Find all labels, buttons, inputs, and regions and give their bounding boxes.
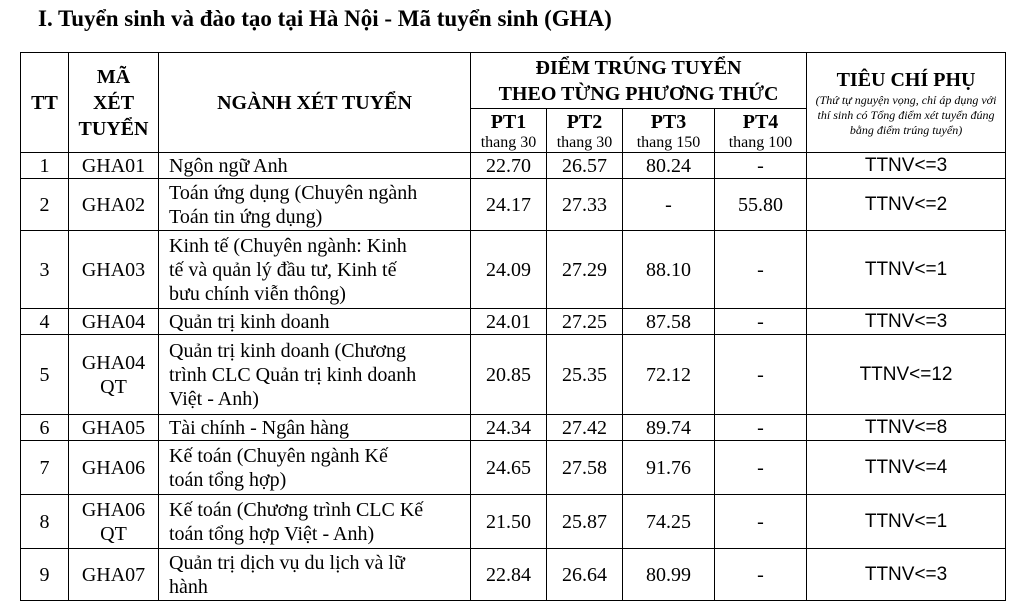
- cell-tt: 4: [21, 309, 69, 335]
- cell-criteria: TTNV<=4: [807, 441, 1006, 495]
- method-scale: thang 30: [480, 133, 537, 151]
- table-row: [21, 231, 1006, 309]
- cell-major: [159, 153, 471, 179]
- table-row: [21, 179, 1006, 231]
- header-tieu-chi-note: (Thứ tự nguyện vọng, chỉ áp dụng với thí sinh có Tổng điểm xét tuyển đúng bằng điểm trúng tuyển): [815, 93, 997, 137]
- cell-code: [69, 415, 159, 441]
- cell-pt2: 25.35: [547, 335, 623, 415]
- header-tieu-chi-title: TIÊU CHÍ PHỤ: [836, 69, 976, 91]
- cell-pt3: 72.12: [623, 335, 715, 415]
- cell-pt4: -: [715, 495, 807, 549]
- cell-pt4: -: [715, 153, 807, 179]
- table-row: [21, 153, 1006, 179]
- code-line: GHA07: [81, 563, 146, 586]
- admission-table: [20, 52, 1006, 601]
- cell-criteria: TTNV<=3: [807, 309, 1006, 335]
- cell-pt3: 87.58: [623, 309, 715, 335]
- header-ma-xet-tuyen: [69, 53, 159, 153]
- cell-criteria: TTNV<=1: [807, 495, 1006, 549]
- major-line: Kế toán (Chương trình CLC Kế: [169, 498, 424, 521]
- code-line: GHA02: [81, 193, 146, 216]
- cell-pt3: -: [623, 179, 715, 231]
- major-line: Việt - Anh): [169, 387, 259, 410]
- cell-pt3: 80.24: [623, 153, 715, 179]
- cell-pt2: 26.57: [547, 153, 623, 179]
- cell-pt4: -: [715, 335, 807, 415]
- header-tieu-chi: [807, 53, 1006, 153]
- major-line: Quản trị kinh doanh (Chương: [169, 339, 406, 362]
- cell-criteria: TTNV<=3: [807, 153, 1006, 179]
- method-scale: thang 100: [728, 133, 793, 151]
- method-name: PT4: [742, 110, 779, 133]
- cell-pt3: 91.76: [623, 441, 715, 495]
- cell-pt4: -: [715, 309, 807, 335]
- cell-pt2: 26.64: [547, 549, 623, 601]
- cell-pt4: -: [715, 231, 807, 309]
- header-diem: [471, 53, 807, 109]
- cell-pt2: 25.87: [547, 495, 623, 549]
- cell-pt2: 27.33: [547, 179, 623, 231]
- cell-pt4: -: [715, 441, 807, 495]
- table-row: [21, 441, 1006, 495]
- method-scale: thang 150: [636, 133, 701, 151]
- code-line: GHA06: [81, 498, 146, 521]
- major-line: Quản trị kinh doanh: [169, 310, 330, 333]
- header-diem-line2: THEO TỪNG PHƯƠNG THỨC: [498, 82, 779, 105]
- major-line: toán tổng hợp): [169, 468, 287, 491]
- major-line: Ngôn ngữ Anh: [169, 154, 288, 177]
- header-diem-line1: ĐIỂM TRÚNG TUYỂN: [535, 56, 742, 79]
- major-line: Quản trị dịch vụ du lịch và lữ: [169, 551, 405, 574]
- cell-pt1: 24.17: [471, 179, 547, 231]
- major-line: toán tổng hợp Việt - Anh): [169, 522, 375, 545]
- table-row: [21, 495, 1006, 549]
- cell-pt2: 27.58: [547, 441, 623, 495]
- cell-criteria: TTNV<=3: [807, 549, 1006, 601]
- major-line: trình CLC Quản trị kinh doanh: [169, 363, 417, 386]
- major-line: Toán tin ứng dụng): [169, 205, 323, 228]
- cell-code: [69, 549, 159, 601]
- code-line: GHA05: [81, 416, 146, 439]
- page-title: I. Tuyển sinh và đào tạo tại Hà Nội - Mã tuyển sinh (GHA): [38, 6, 612, 31]
- major-line: Tài chính - Ngân hàng: [169, 416, 349, 439]
- cell-major: [159, 441, 471, 495]
- cell-pt4: -: [715, 415, 807, 441]
- table-row: [21, 549, 1006, 601]
- cell-pt2: 27.42: [547, 415, 623, 441]
- code-line: GHA03: [81, 258, 146, 281]
- code-line: QT: [100, 522, 127, 545]
- header-method-3: [623, 109, 715, 153]
- method-name: PT3: [650, 110, 687, 133]
- cell-code: [69, 495, 159, 549]
- cell-tt: 7: [21, 441, 69, 495]
- table-row: [21, 309, 1006, 335]
- cell-tt: 2: [21, 179, 69, 231]
- cell-pt2: 27.29: [547, 231, 623, 309]
- cell-pt4: -: [715, 549, 807, 601]
- method-scale: thang 30: [556, 133, 613, 151]
- cell-pt1: 21.50: [471, 495, 547, 549]
- header-nganh: NGÀNH XÉT TUYỂN: [159, 53, 471, 153]
- major-line: bưu chính viễn thông): [169, 282, 346, 305]
- cell-pt1: 24.01: [471, 309, 547, 335]
- major-line: hành: [169, 575, 208, 598]
- cell-criteria: TTNV<=1: [807, 231, 1006, 309]
- code-line: GHA04: [81, 351, 146, 374]
- cell-major: [159, 179, 471, 231]
- cell-major: [159, 231, 471, 309]
- cell-pt1: 24.09: [471, 231, 547, 309]
- cell-code: [69, 179, 159, 231]
- header-method-4: [715, 109, 807, 153]
- major-line: Kinh tế (Chuyên ngành: Kinh: [169, 234, 407, 257]
- cell-pt2: 27.25: [547, 309, 623, 335]
- cell-pt1: 22.84: [471, 549, 547, 601]
- table-row: [21, 335, 1006, 415]
- cell-major: [159, 495, 471, 549]
- cell-pt1: 24.65: [471, 441, 547, 495]
- cell-tt: 3: [21, 231, 69, 309]
- cell-tt: 6: [21, 415, 69, 441]
- cell-tt: 1: [21, 153, 69, 179]
- cell-code: [69, 231, 159, 309]
- cell-pt3: 74.25: [623, 495, 715, 549]
- cell-pt3: 88.10: [623, 231, 715, 309]
- cell-pt3: 80.99: [623, 549, 715, 601]
- major-line: Kế toán (Chuyên ngành Kế: [169, 444, 388, 467]
- cell-code: [69, 335, 159, 415]
- header-ma-xet-tuyen-label: MÃ XÉT TUYỂN: [78, 65, 149, 140]
- table-row: [21, 415, 1006, 441]
- cell-criteria: TTNV<=8: [807, 415, 1006, 441]
- code-line: GHA04: [81, 310, 146, 333]
- method-name: PT2: [566, 110, 603, 133]
- cell-pt3: 89.74: [623, 415, 715, 441]
- cell-criteria: TTNV<=2: [807, 179, 1006, 231]
- cell-tt: 9: [21, 549, 69, 601]
- cell-pt4: 55.80: [715, 179, 807, 231]
- cell-criteria: TTNV<=12: [807, 335, 1006, 415]
- cell-major: [159, 335, 471, 415]
- code-line: GHA01: [81, 154, 146, 177]
- cell-pt1: 24.34: [471, 415, 547, 441]
- cell-major: [159, 549, 471, 601]
- cell-code: [69, 441, 159, 495]
- cell-code: [69, 153, 159, 179]
- major-line: Toán ứng dụng (Chuyên ngành: [169, 181, 418, 204]
- code-line: GHA06: [81, 456, 146, 479]
- cell-code: [69, 309, 159, 335]
- method-name: PT1: [490, 110, 527, 133]
- header-method-2: [547, 109, 623, 153]
- cell-pt1: 20.85: [471, 335, 547, 415]
- header-tt: TT: [21, 53, 69, 153]
- major-line: tế và quản lý đầu tư, Kinh tế: [169, 258, 397, 281]
- cell-tt: 5: [21, 335, 69, 415]
- cell-major: [159, 415, 471, 441]
- cell-major: [159, 309, 471, 335]
- code-line: QT: [100, 375, 127, 398]
- header-method-1: [471, 109, 547, 153]
- cell-pt1: 22.70: [471, 153, 547, 179]
- cell-tt: 8: [21, 495, 69, 549]
